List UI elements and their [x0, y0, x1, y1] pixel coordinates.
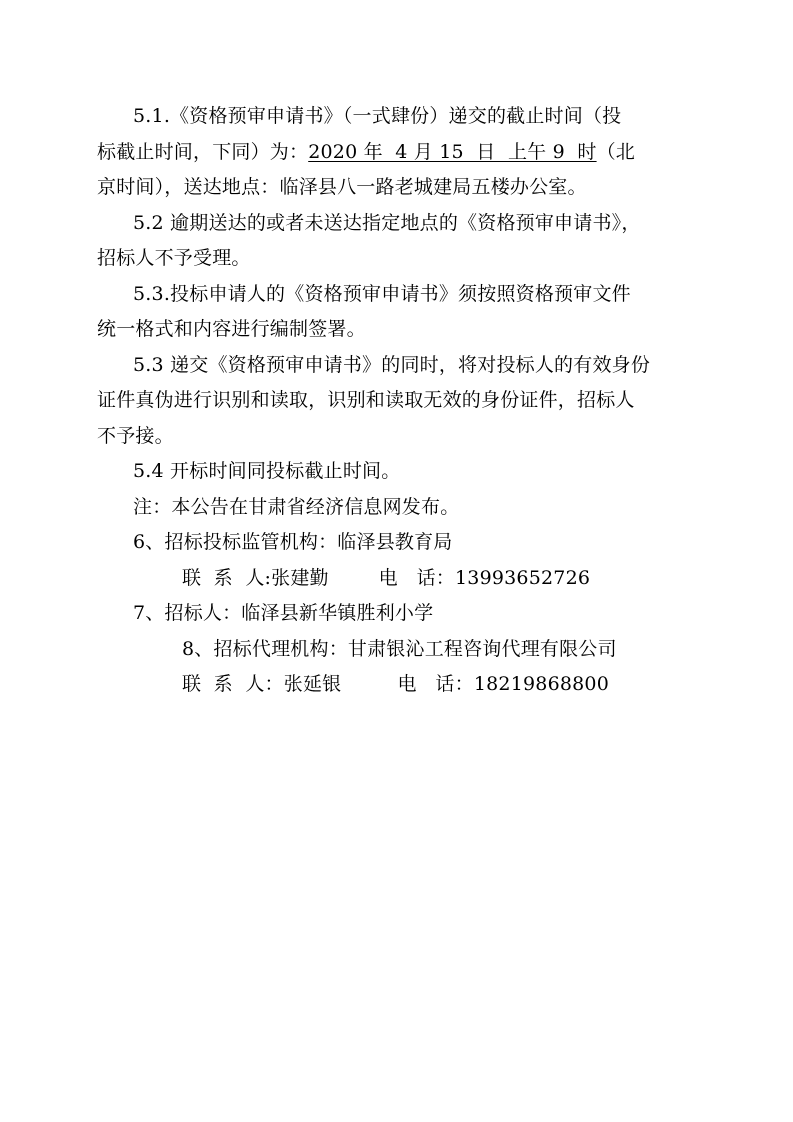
section-6-line: 6、招标投标监管机构：临泽县教育局	[133, 531, 453, 553]
section-5-2-line-2: 招标人不予受理。	[97, 247, 251, 269]
section-5-3b-line-3: 不予接。	[97, 425, 174, 447]
section-7-line: 7、招标人：临泽县新华镇胜利小学	[133, 602, 434, 624]
section-5-1-line-2	[97, 135, 793, 169]
section-8-contact: 联 系 人：张延银 电 话：18219868800	[182, 673, 610, 695]
section-5-4-line-1: 5.4 开标时间同投标截止时间。	[133, 460, 401, 482]
section-5-3a-line-1: 5.3.投标申请人的《资格预审申请书》须按照资格预审文件	[133, 283, 631, 305]
section-5-3b-line-2: 证件真伪进行识别和读取，识别和读取无效的身份证件，招标人	[97, 389, 635, 411]
section-5-2-line-1: 5.2 逾期送达的或者未送达指定地点的《资格预审申请书》，	[133, 212, 641, 234]
section-5-1-text-tail: （北	[596, 141, 635, 163]
section-5-1-line-3: 京时间），送达地点：临泽县八一路老城建局五楼办公室。	[97, 176, 587, 198]
section-5-1-text: 标截止时间，下同）为：	[97, 141, 309, 163]
note-line: 注：本公告在甘肃省经济信息网发布。	[133, 496, 460, 518]
section-5-1-line-1: 5.1.《资格预审申请书》（一式肆份）递交的截止时间（投	[133, 105, 622, 127]
section-6-contact: 联 系 人:张建勤 电 话：13993652726	[182, 567, 591, 589]
deadline-date: 2020 年 4 月 15 日 上午 9 时	[308, 141, 597, 163]
section-5-3b-line-1: 5.3 递交《资格预审申请书》的同时，将对投标人的有效身份	[133, 354, 651, 376]
section-8-line: 8、招标代理机构：甘肃银沁工程咨询代理有限公司	[182, 638, 617, 660]
section-5-3a-line-2: 统一格式和内容进行编制签署。	[97, 318, 366, 340]
